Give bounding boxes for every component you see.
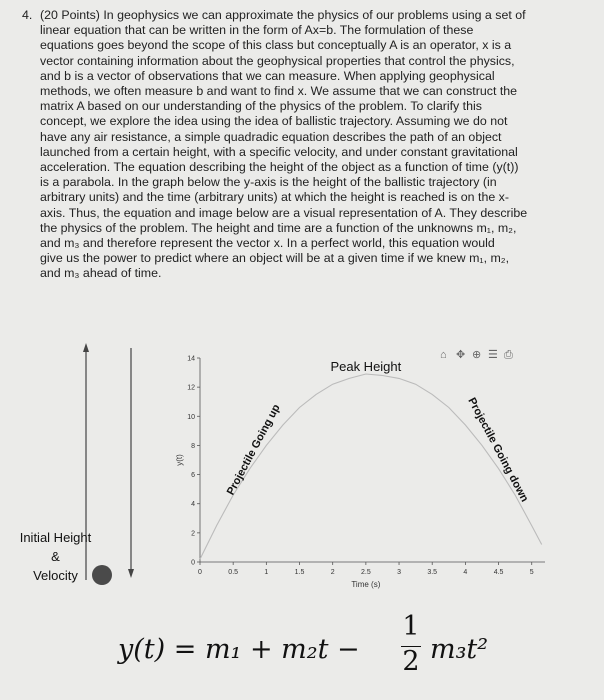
going-down-label: Projectile Going down <box>465 395 531 504</box>
fraction-denominator: 2 <box>402 646 420 677</box>
config-icon[interactable]: ☰ <box>488 349 498 361</box>
question-line: give us the power to predict where an object will be at a given time if we knew m₁, m₂, <box>40 251 510 266</box>
question-body <box>40 8 590 282</box>
going-up-label: Projectile Going up <box>224 402 283 498</box>
equation-tail: m₃t² <box>430 634 489 665</box>
question-line: arbitrary units) and the time (arbitrary units) at which the height is reached is on the x- <box>40 190 509 205</box>
question-line: is a parabola. In the graph below the y-axis is the height of the ballistic trajectory (in <box>40 175 497 190</box>
question-number: 4. <box>22 8 33 22</box>
question-line: have any air resistance, a simple quadradic equation describes the path of an object <box>40 129 502 144</box>
y-tick-label: 14 <box>187 355 195 363</box>
question-line: and m₃ ahead of time. <box>40 266 162 281</box>
x-tick-label: 1 <box>264 569 269 576</box>
question-line: and b is a vector of observations that we can measure. When applying geophysical <box>40 68 495 83</box>
equation-fraction <box>401 612 421 677</box>
question-line: equations goes beyond the scope of this class but conceptually A is an operator, x is a <box>40 38 512 53</box>
trajectory-equation <box>118 604 538 700</box>
question-line: the physics of the problem. The height and time are a function of the unknowns m₁, m₂, <box>40 220 517 235</box>
x-tick-label: 0 <box>198 569 202 576</box>
pan-icon[interactable]: ✥ <box>456 349 466 361</box>
y-tick-label: 4 <box>191 501 195 509</box>
x-axis-label: Time (s) <box>351 580 381 589</box>
chart-marks <box>200 359 542 559</box>
y-tick-label: 2 <box>191 530 195 538</box>
x-tick-label: 4 <box>463 569 468 576</box>
zoom-icon[interactable]: ⊕ <box>472 349 482 361</box>
fraction-numerator: 1 <box>402 611 420 642</box>
save-icon[interactable]: ⎙ <box>504 349 513 361</box>
question-line: launched from a certain height, with a specific velocity, and under constant gravitational <box>40 144 518 159</box>
home-icon[interactable]: ⌂ <box>440 349 447 361</box>
x-tick-label: 3 <box>397 569 401 576</box>
y-tick-label: 12 <box>187 384 195 392</box>
question-line: methods, we often measure b and want to find x. We assume that we can construct the <box>40 84 518 99</box>
question-line: concept, we explore the idea using the idea of ballistic trajectory. Assuming we do not <box>40 114 508 129</box>
initial-label-line-1: Initial Height <box>19 530 92 545</box>
equation-main: y(t) = m₁ + m₂t − <box>118 634 360 665</box>
initial-label-line-3: Velocity <box>33 568 78 583</box>
question <box>22 8 590 282</box>
peak-height-label: Peak Height <box>330 359 402 375</box>
x-tick-label: 5 <box>529 569 534 576</box>
x-tick-label: 2 <box>330 569 335 576</box>
question-line: (20 Points) In geophysics we can approximate the physics of our problems using a set of <box>40 8 526 22</box>
x-tick-label: 2.5 <box>360 569 371 576</box>
y-tick-label: 0 <box>191 559 195 567</box>
y-axis-label: y(t) <box>175 454 184 466</box>
question-line: matrix A based on our understanding of the physics of the problem. To clarify this <box>40 99 482 114</box>
question-line: linear equation that can be written in the form of Ax=b. The formulation of these <box>40 23 474 38</box>
y-tick-label: 10 <box>187 413 195 421</box>
y-tick-label: 8 <box>191 442 195 450</box>
question-line: and m₃ and therefore represent the vector x. In a perfect world, this equation would <box>40 236 495 251</box>
down-arrow-head <box>128 569 134 578</box>
up-arrow-head <box>83 343 89 352</box>
plot-toolbar[interactable] <box>440 349 513 361</box>
y-tick-label: 6 <box>191 472 195 480</box>
initial-label-line-2: & <box>51 549 60 564</box>
question-line: vector containing information about the geophysical properties that control the physics, <box>40 53 515 68</box>
x-tick-label: 3.5 <box>427 569 438 576</box>
x-tick-label: 0.5 <box>228 569 239 576</box>
question-line: axis. Thus, the equation and image below are a visual representation of A. They describe <box>40 205 528 220</box>
initial-label <box>8 528 103 585</box>
chart-axes <box>175 356 545 590</box>
trajectory-figure <box>0 340 604 600</box>
x-tick-label: 1.5 <box>294 569 305 576</box>
question-line: acceleration. The equation describing the height of the object as a function of time (y(t)) <box>40 160 519 175</box>
x-tick-label: 4.5 <box>493 569 504 576</box>
